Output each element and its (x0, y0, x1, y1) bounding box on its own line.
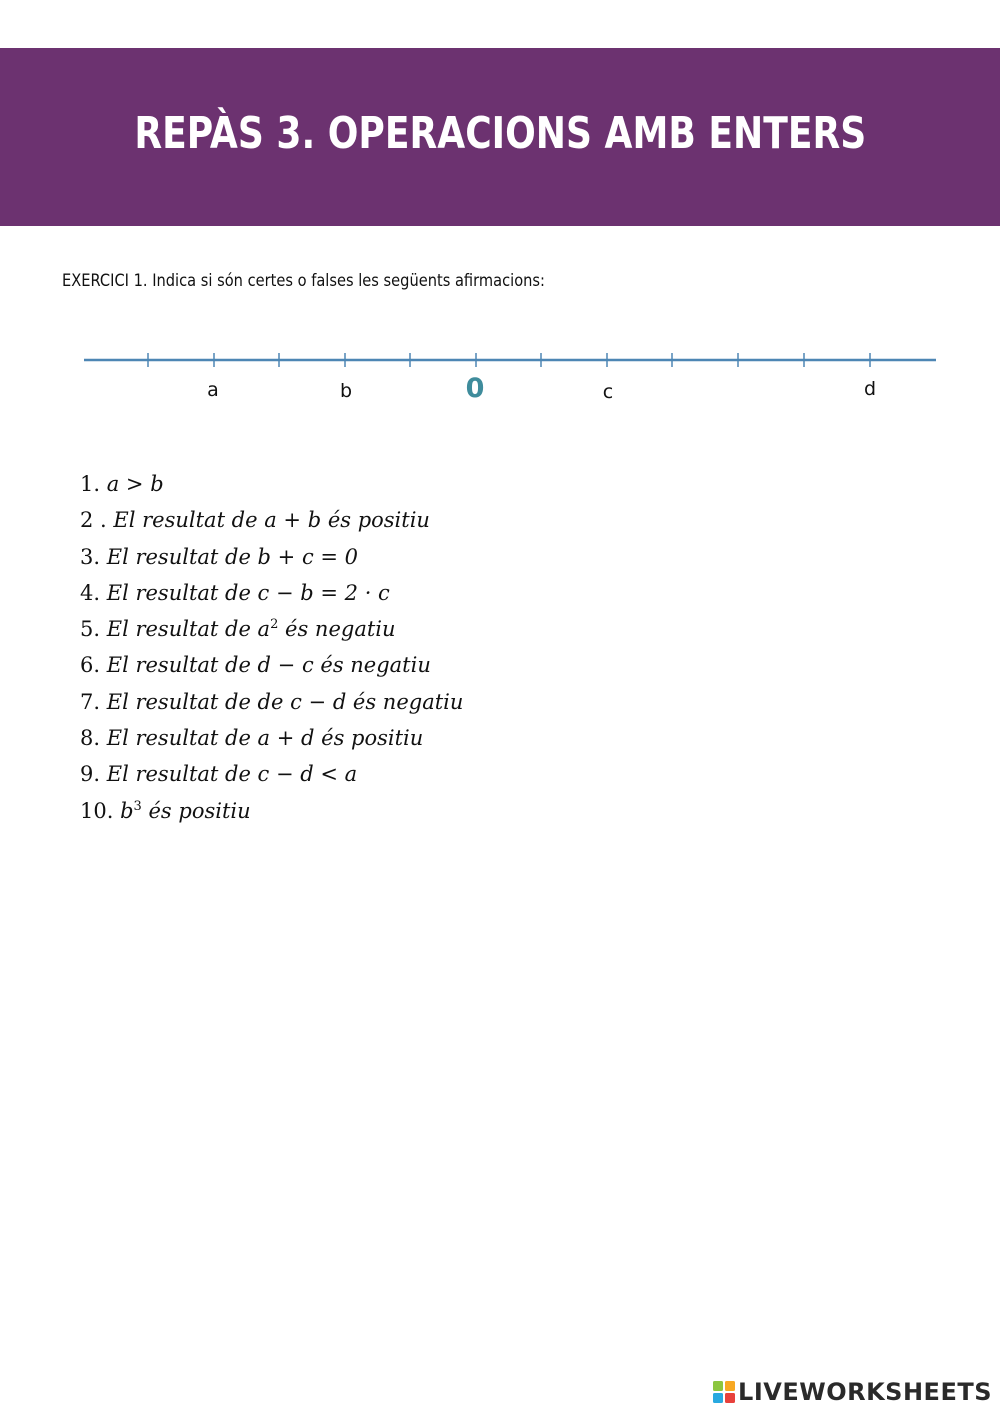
statement-text-after: és negatiu (278, 617, 396, 642)
liveworksheets-logo-icon (713, 1381, 735, 1403)
footer-branding (713, 1378, 992, 1406)
statement-text: El resultat de de c − d és negatiu (106, 689, 464, 714)
statement-text: El resultat de a + b és positiu (113, 508, 430, 533)
statement-text (120, 799, 251, 823)
statement-text-before: El resultat de a (106, 617, 271, 642)
statement-number: 10. (80, 798, 114, 823)
exponent: 2 (270, 617, 279, 633)
statement-text: El resultat de d − c és negatiu (106, 653, 431, 678)
number-line-label-zero: 0 (465, 373, 485, 404)
statement-item (80, 647, 463, 683)
statement-item (80, 466, 463, 502)
statement-item (80, 539, 463, 575)
statement-text: a > b (106, 472, 164, 496)
statement-item (80, 793, 463, 829)
statement-text-before: b (120, 798, 134, 823)
statement-number: 2 . (80, 508, 107, 533)
number-line-label-d: d (863, 378, 877, 400)
number-line-label-a: a (207, 379, 219, 401)
exponent: 3 (133, 798, 142, 814)
statement-number: 1. (80, 472, 101, 496)
title-banner (0, 48, 1000, 226)
statement-item (80, 756, 463, 792)
statement-item (80, 502, 463, 538)
exercise-instruction: EXERCICI 1. Indica si són certes o falses les següents afirmacions: (62, 271, 545, 291)
statement-number: 6. (80, 653, 101, 678)
statement-number: 7. (80, 689, 101, 714)
statement-text: El resultat de c − d < a (106, 762, 358, 787)
statement-number: 9. (80, 762, 101, 787)
number-line (0, 330, 1000, 420)
statement-item (80, 611, 463, 647)
statement-item (80, 684, 463, 720)
statement-text: El resultat de c − b = 2 · c (106, 580, 390, 605)
statement-item (80, 720, 463, 756)
footer-brand-name: LIVEWORKSHEETS (738, 1378, 992, 1406)
statement-text: El resultat de a + d és positiu (106, 726, 424, 751)
statement-number: 3. (80, 544, 101, 569)
number-line-label-b: b (339, 380, 353, 402)
number-line-label-c: c (602, 381, 614, 403)
statement-list (80, 466, 463, 829)
statement-text: El resultat de b + c = 0 (106, 544, 359, 569)
statement-number: 4. (80, 580, 101, 605)
statement-item (80, 575, 463, 611)
statement-text (107, 617, 396, 641)
statement-number: 8. (80, 726, 101, 751)
statement-number: 5. (80, 617, 101, 642)
page-title: REPÀS 3. OPERACIONS AMB ENTERS (134, 107, 866, 159)
statement-text-after: és positiu (141, 798, 251, 823)
